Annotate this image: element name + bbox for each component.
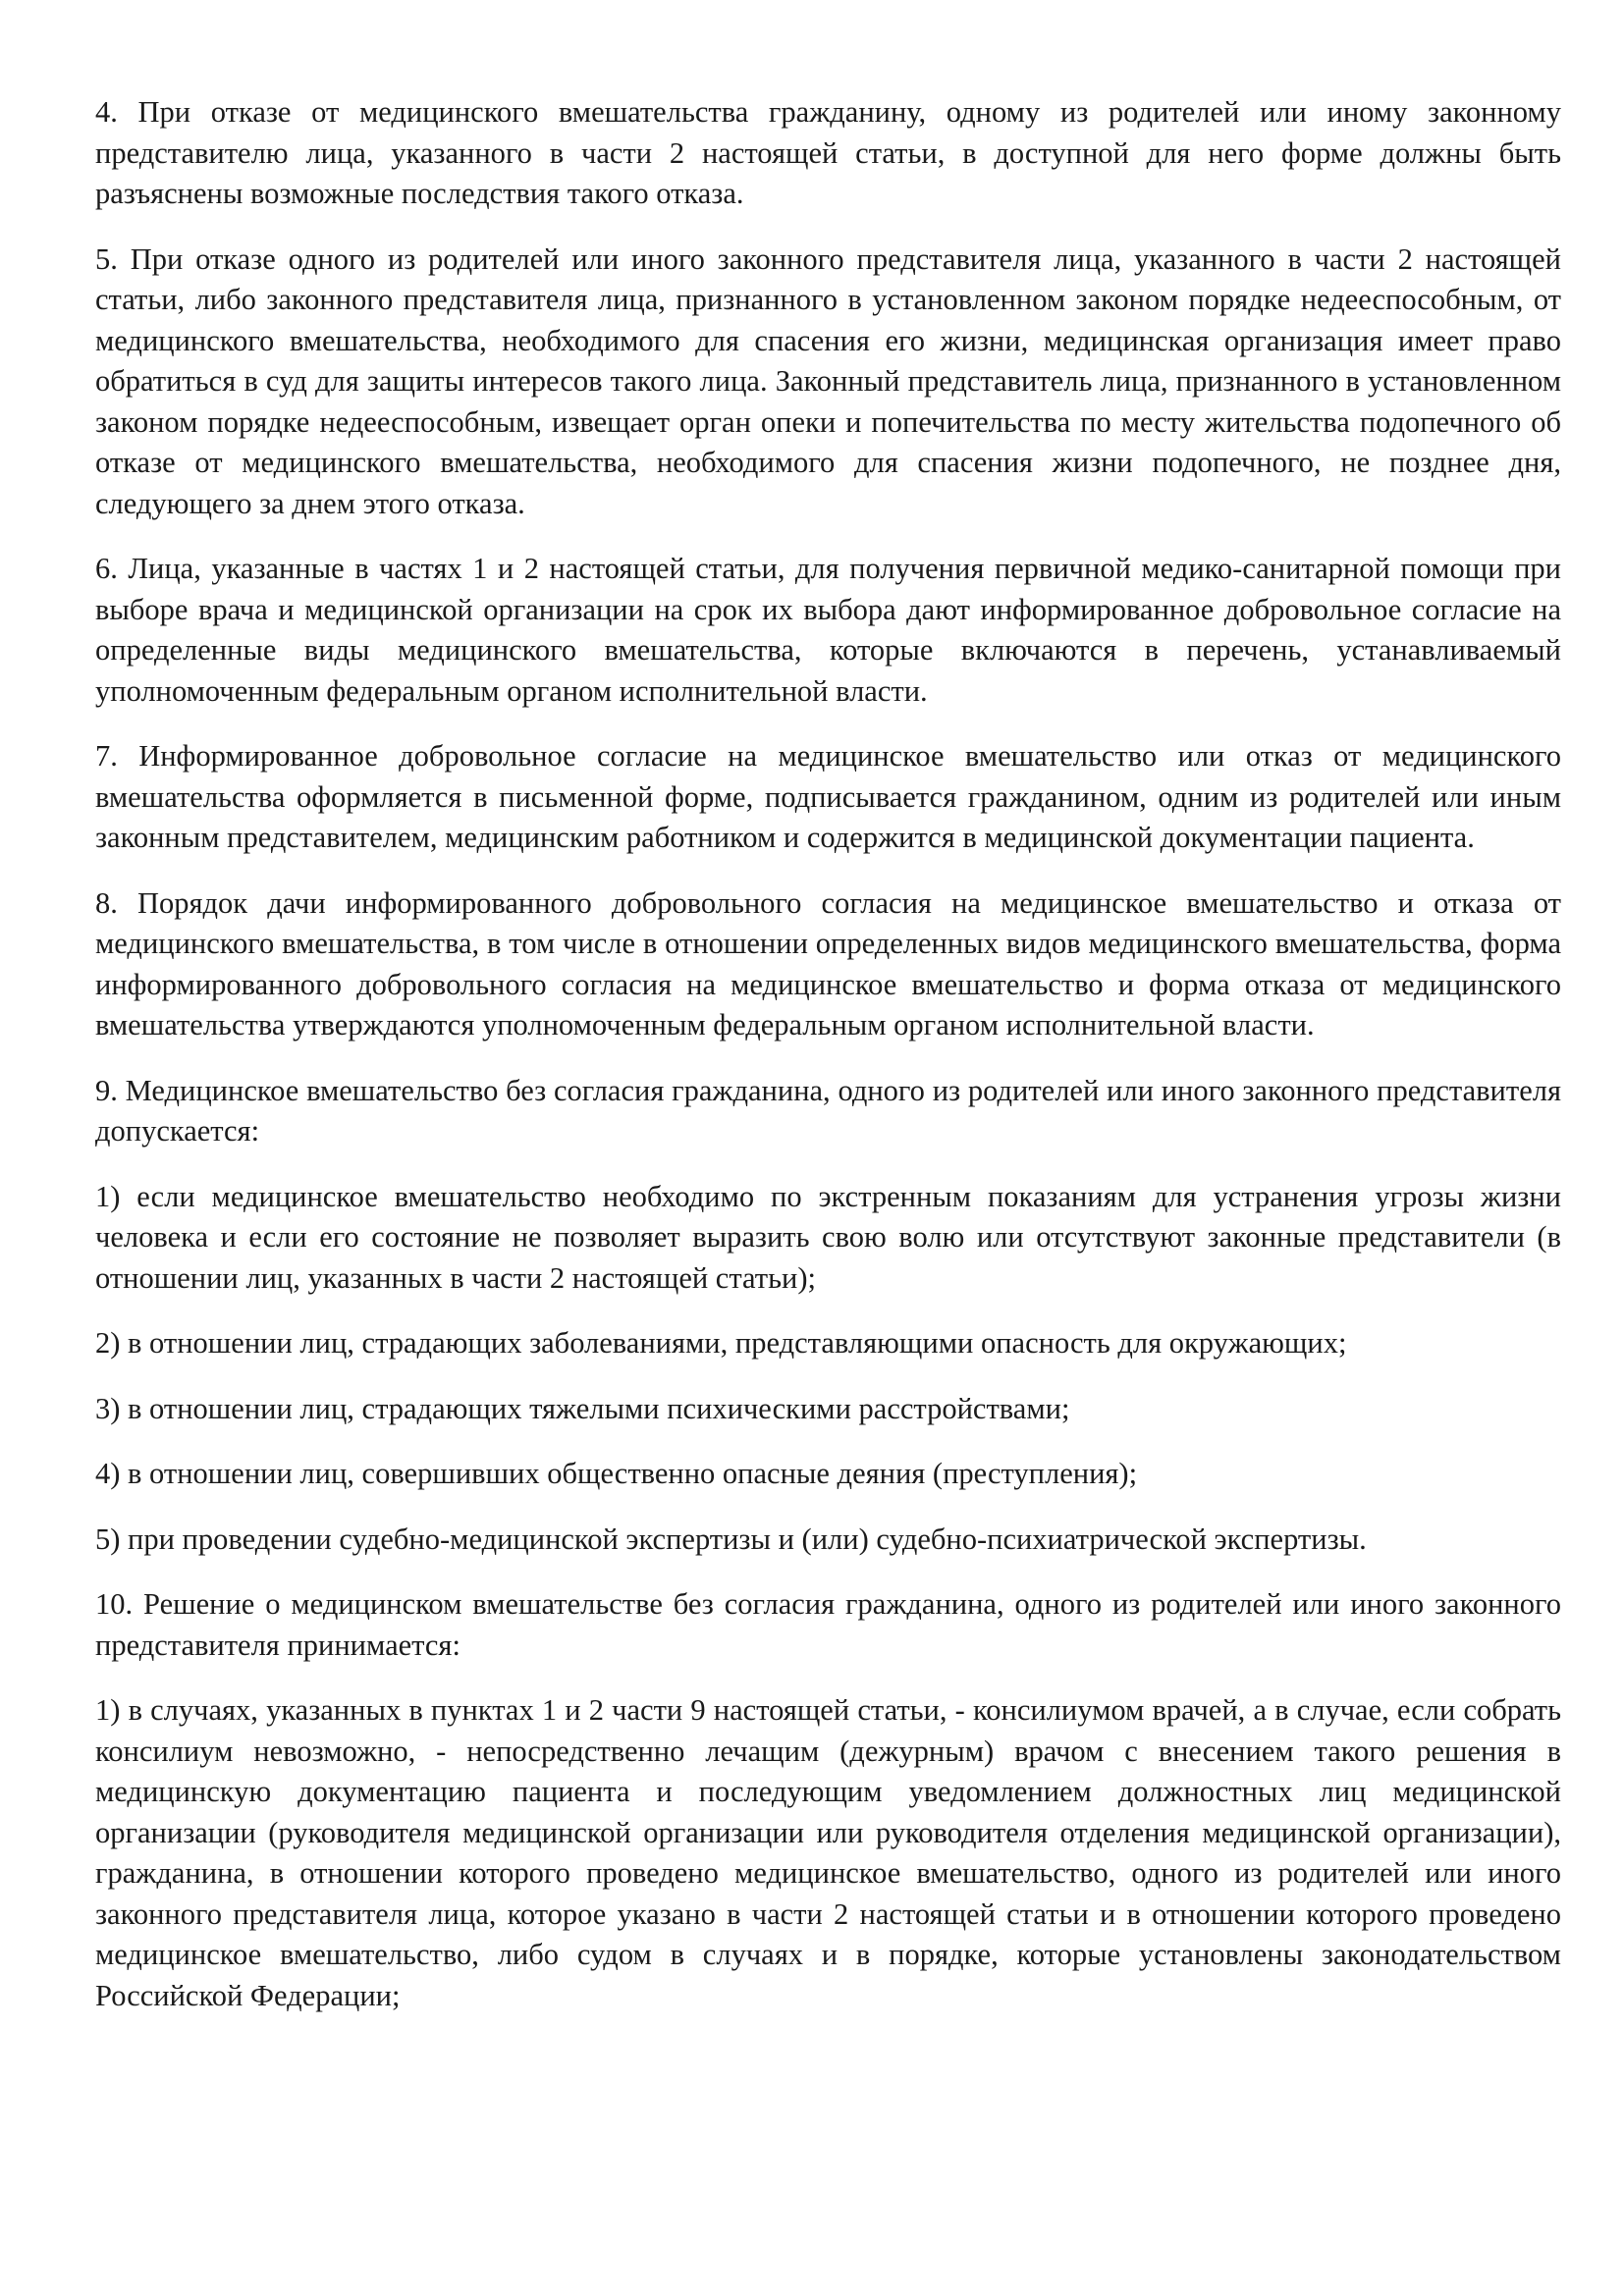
paragraph-item-9: 9. Медицинское вмешательство без согласия гражданина, одного из родителей или иного законного представителя допускается:: [95, 1073, 1561, 1148]
paragraph-item-9-3: 3) в отношении лиц, страдающих тяжелыми психическими расстройствами;: [95, 1391, 1070, 1425]
paragraph-item-4: 4. При отказе от медицинского вмешательства гражданину, одному из родителей или иному законному представителю лица, указанного в части 2 настоящей статьи, в доступной для него форме должны быть разъяснены возможные последствия такого отказа.: [95, 95, 1561, 210]
paragraph-item-9-2: 2) в отношении лиц, страдающих заболеваниями, представляющими опасность для окружающих;: [95, 1326, 1347, 1360]
paragraph-item-9-5: 5) при проведении судебно-медицинской экспертизы и (или) судебно-психиатрической экспертизы.: [95, 1522, 1367, 1556]
document-page: [95, 92, 1561, 2041]
paragraph-item-7: 7. Информированное добровольное согласие на медицинское вмешательство или отказ от медицинского вмешательства оформляется в письменной форме, подписывается гражданином, одним из родителей или иным законным представителем, медицинским работником и содержится в медицинской документации пациента.: [95, 739, 1561, 854]
paragraph-item-10: 10. Решение о медицинском вмешательстве без согласия гражданина, одного из родителей или иного законного представителя принимается:: [95, 1587, 1561, 1662]
paragraph-item-5: 5. При отказе одного из родителей или иного законного представителя лица, указанного в части 2 настоящей статьи, либо законного представителя лица, признанного в установленном законом порядке недееспособным, от медицинского вмешательства, необходимого для спасения его жизни, медицинская организация имеет право обратиться в суд для защиты интересов такого лица. Законный представитель лица, признанного в установленном законом порядке недееспособным, извещает орган опеки и попечительства по месту жительства подопечного об отказе от медицинского вмешательства, необходимого для спасения жизни подопечного, не позднее дня, следующего за днем этого отказа.: [95, 241, 1561, 520]
paragraph-item-9-1: 1) если медицинское вмешательство необходимо по экстренным показаниям для устранения угрозы жизни человека и если его состояние не позволяет выразить свою волю или отсутствуют законные представители (в отношении лиц, указанных в части 2 настоящей статьи);: [95, 1179, 1561, 1295]
paragraph-item-8: 8. Порядок дачи информированного добровольного согласия на медицинское вмешательство и отказа от медицинского вмешательства, в том числе в отношении определенных видов медицинского вмешательства, форма информированного добровольного согласия на медицинское вмешательство и форма отказа от медицинского вмешательства утверждаются уполномоченным федеральным органом исполнительной власти.: [95, 885, 1561, 1041]
paragraph-item-6: 6. Лица, указанные в частях 1 и 2 настоящей статьи, для получения первичной медико-санитарной помощи при выборе врача и медицинской организации на срок их выбора дают информированное добровольное согласие на определенные виды медицинского вмешательства, которые включаются в перечень, устанавливаемый уполномоченным федеральным органом исполнительной власти.: [95, 552, 1561, 708]
paragraph-item-10-1: 1) в случаях, указанных в пунктах 1 и 2 части 9 настоящей статьи, - консилиумом врачей, а в случае, если собрать консилиум невозможно, - непосредственно лечащим (дежурным) врачом с внесением такого решения в медицинскую документацию пациента и последующим уведомлением должностных лиц медицинской организации (руководителя медицинской организации или руководителя отделения медицинской организации), гражданина, в отношении которого проведено медицинское вмешательство, одного из родителей или иного законного представителя лица, которое указано в части 2 настоящей статьи и в отношении которого проведено медицинское вмешательство, либо судом в случаях и в порядке, которые установлены законодательством Российской Федерации;: [95, 1693, 1561, 2012]
paragraph-item-9-4: 4) в отношении лиц, совершивших общественно опасные деяния (преступления);: [95, 1457, 1138, 1490]
